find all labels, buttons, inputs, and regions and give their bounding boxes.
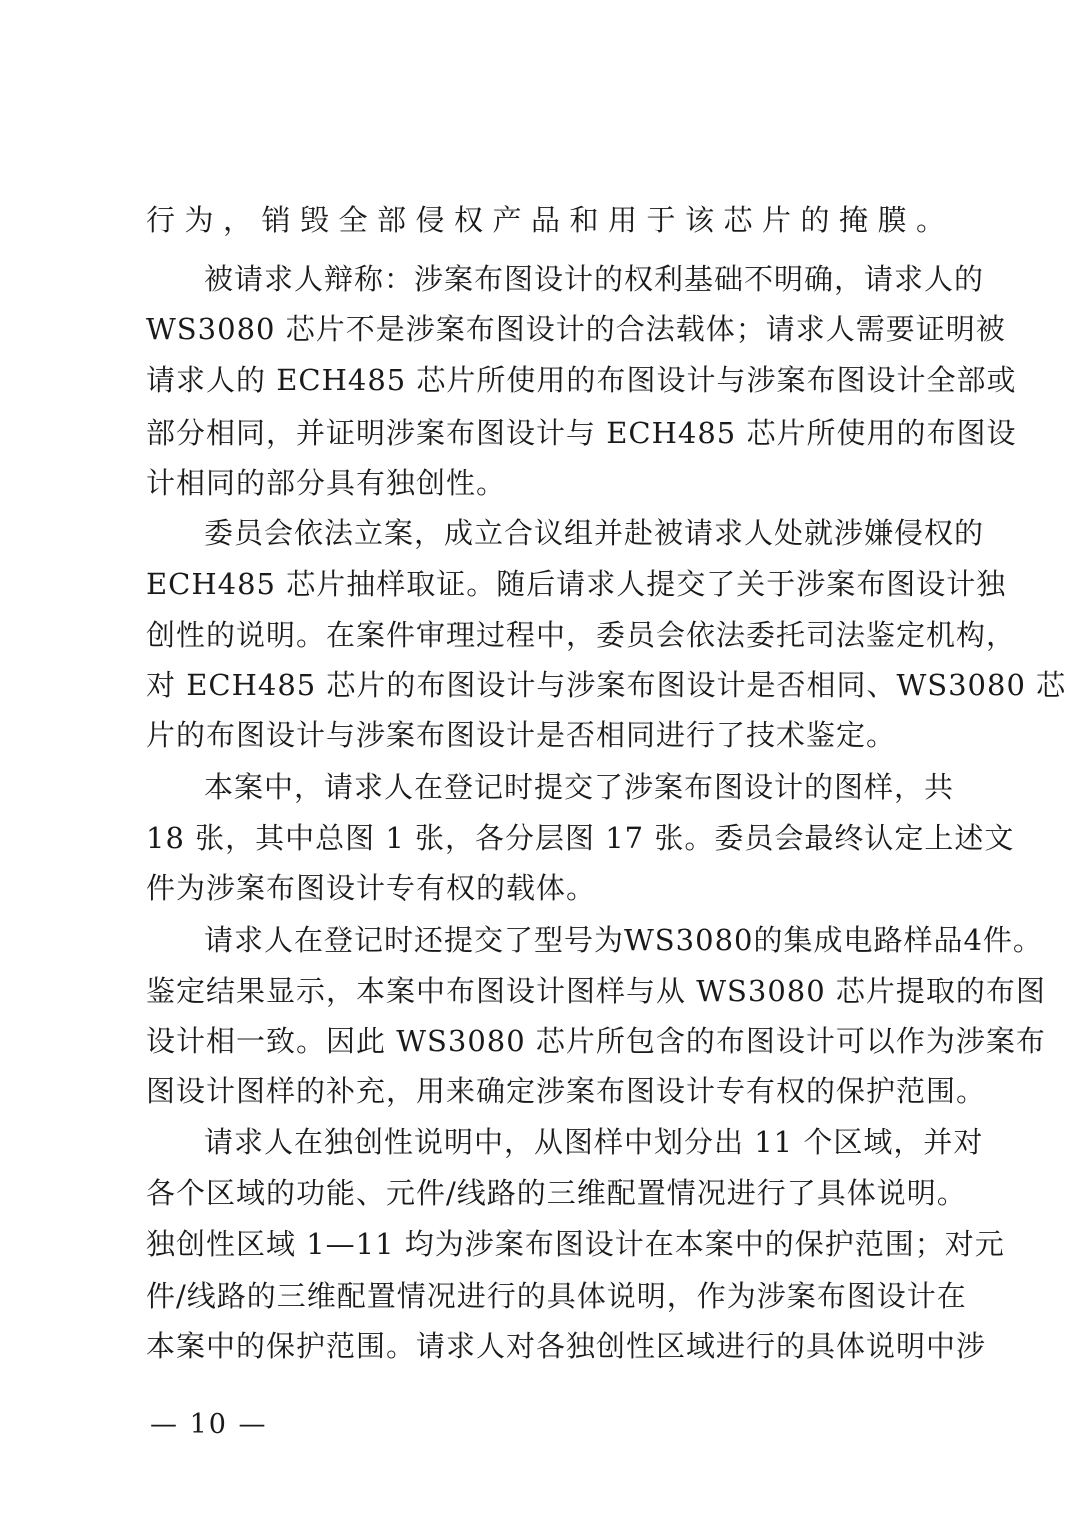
text-line: 18 张，其中总图 1 张，各分层图 17 张。委员会最终认定上述文 bbox=[146, 821, 1015, 855]
page-number: — 10 — bbox=[150, 1409, 268, 1440]
text-line: 件为涉案布图设计专有权的载体。 bbox=[146, 871, 597, 905]
text-line: 请求人的 ECH485 芯片所使用的布图设计与涉案布图设计全部或 bbox=[146, 363, 1017, 397]
text-line: 部分相同，并证明涉案布图设计与 ECH485 芯片所使用的布图设 bbox=[146, 416, 1017, 450]
text-line: 委员会依法立案，成立合议组并赴被请求人处就涉嫌侵权的 bbox=[204, 516, 985, 550]
text-line: 本案中，请求人在登记时提交了涉案布图设计的图样，共 bbox=[204, 770, 955, 804]
text-line: 计相同的部分具有独创性。 bbox=[146, 466, 507, 500]
text-line: 独创性区域 1—11 均为涉案布图设计在本案中的保护范围；对元 bbox=[146, 1227, 1005, 1261]
text-line: 对 ECH485 芯片的布图设计与涉案布图设计是否相同、WS3080 芯 bbox=[146, 668, 1067, 702]
text-line: 创性的说明。在案件审理过程中，委员会依法委托司法鉴定机构， bbox=[146, 618, 1017, 652]
text-line: 行为，销毁全部侵权产品和用于该芯片的掩膜。 bbox=[146, 203, 946, 237]
text-line: 片的布图设计与涉案布图设计是否相同进行了技术鉴定。 bbox=[146, 718, 897, 752]
text-line: 设计相一致。因此 WS3080 芯片所包含的布图设计可以作为涉案布 bbox=[146, 1024, 1046, 1058]
text-line: 本案中的保护范围。请求人对各独创性区域进行的具体说明中涉 bbox=[146, 1329, 987, 1363]
text-line: 请求人在登记时还提交了型号为WS3080的集成电路样品4件。 bbox=[204, 923, 1043, 957]
text-line: ECH485 芯片抽样取证。随后请求人提交了关于涉案布图设计独 bbox=[146, 567, 1007, 601]
text-line: 各个区域的功能、元件/线路的三维配置情况进行了具体说明。 bbox=[146, 1176, 967, 1210]
text-line: 鉴定结果显示，本案中布图设计图样与从 WS3080 芯片提取的布图 bbox=[146, 974, 1046, 1008]
text-line: 图设计图样的补充，用来确定涉案布图设计专有权的保护范围。 bbox=[146, 1074, 987, 1108]
text-line: 被请求人辩称：涉案布图设计的权利基础不明确，请求人的 bbox=[204, 262, 985, 296]
text-line: 请求人在独创性说明中，从图样中划分出 11 个区域，并对 bbox=[204, 1125, 984, 1159]
text-line: 件/线路的三维配置情况进行的具体说明，作为涉案布图设计在 bbox=[146, 1279, 967, 1313]
text-line: WS3080 芯片不是涉案布图设计的合法载体；请求人需要证明被 bbox=[146, 312, 1006, 346]
